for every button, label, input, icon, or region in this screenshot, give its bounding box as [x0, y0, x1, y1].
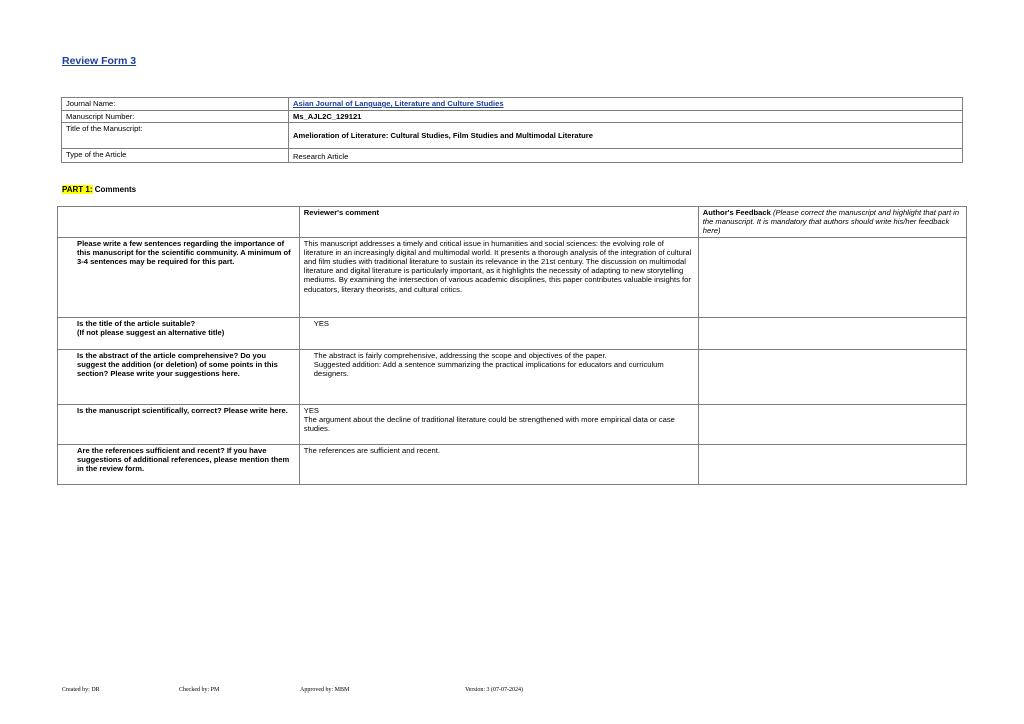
author-feedback-title: Author's Feedback [702, 208, 771, 217]
question-references: Are the references sufficient and recent? If you have suggestions of additional references, please mention them in the review form. [58, 444, 300, 484]
table-row [58, 317, 967, 349]
comment-title: YES [299, 317, 698, 349]
question-importance: Please write a few sentences regarding the importance of this manuscript for the scientific community. A minimum of 3-4 sentences may be required for this part. [58, 237, 300, 317]
footer-version: Version: 3 (07-07-2024) [465, 687, 523, 693]
form-title: Review Form 3 [62, 55, 137, 67]
feedback-references[interactable] [698, 444, 966, 484]
question-title [58, 317, 300, 349]
manuscript-info-table [61, 97, 963, 163]
feedback-importance[interactable] [698, 237, 966, 317]
manuscript-number-value: Ms_AJL2C_129121 [289, 111, 963, 123]
part-label: Comments [92, 185, 137, 194]
part-heading [62, 185, 136, 194]
manuscript-number-label: Manuscript Number: [62, 111, 289, 123]
question-scientific: Is the manuscript scientifically, correct? Please write here. [58, 404, 300, 444]
manuscript-title-label: Title of the Manuscript: [62, 123, 289, 149]
article-type-value: Research Article [289, 149, 963, 163]
article-type-label: Type of the Article [62, 149, 289, 163]
header-author-feedback [698, 207, 966, 238]
part-number: PART 1: [62, 185, 93, 194]
header-blank-cell [58, 207, 300, 238]
table-row [58, 444, 967, 484]
comment-scientific [299, 404, 698, 444]
author-feedback-note: (Please correct the manuscript and highlight that part in the manuscript. It is mandatory that authors should write his/her feedback here) [702, 208, 960, 236]
feedback-abstract[interactable] [698, 349, 966, 404]
feedback-title[interactable] [698, 317, 966, 349]
comment-abstract-line1: The abstract is fairly comprehensive, addressing the scope and objectives of the paper. [313, 350, 607, 360]
footer-approved-by: Approved by: MBM [300, 687, 350, 693]
footer-checked-by: Checked by: PM [179, 687, 220, 693]
footer-created-by: Created by: DR [62, 687, 100, 693]
question-title-line1: Is the title of the article suitable? [77, 318, 196, 328]
comment-scientific-line2: The argument about the decline of traditional literature could be strengthened with more empirical data or case studies. [303, 414, 675, 434]
journal-name-label: Journal Name: [62, 98, 289, 111]
comment-abstract [299, 349, 698, 404]
comments-table [57, 206, 967, 485]
feedback-scientific[interactable] [698, 404, 966, 444]
journal-name-value[interactable] [289, 98, 963, 111]
table-row [58, 349, 967, 404]
header-reviewer-comment: Reviewer's comment [299, 207, 698, 238]
comment-abstract-line2: Suggested addition: Add a sentence summarizing the practical implications for educators and curriculum designers. [313, 359, 664, 379]
journal-link[interactable]: Asian Journal of Language, Literature and Culture Studies [293, 99, 504, 108]
comment-references: The references are sufficient and recent. [299, 444, 698, 484]
question-abstract: Is the abstract of the article comprehensive? Do you suggest the addition (or deletion) of some points in this section? Please write your suggestions here. [58, 349, 300, 404]
table-row [58, 237, 967, 317]
table-row [58, 404, 967, 444]
question-title-line2: (If not please suggest an alternative title) [77, 327, 225, 337]
comment-importance: This manuscript addresses a timely and critical issue in humanities and social sciences: the evolving role of literature in an increasingly digital and multimodal world. It presents a thorough analysis of the integration of cultural and film studies with traditional literature to sustain its relevance in the 21st century. The discussion on multimodal literature and digital literature is particularly important, as it highlights the necessity of adapting to new storytelling mediums. By examining the intersection of various academic disciplines, this paper contributes valuable insights for educators, literary theorists, and cultural critics. [299, 237, 698, 317]
comment-scientific-line1: YES [303, 405, 319, 415]
manuscript-title-value: Amelioration of Literature: Cultural Studies, Film Studies and Multimodal Literature [289, 123, 963, 149]
